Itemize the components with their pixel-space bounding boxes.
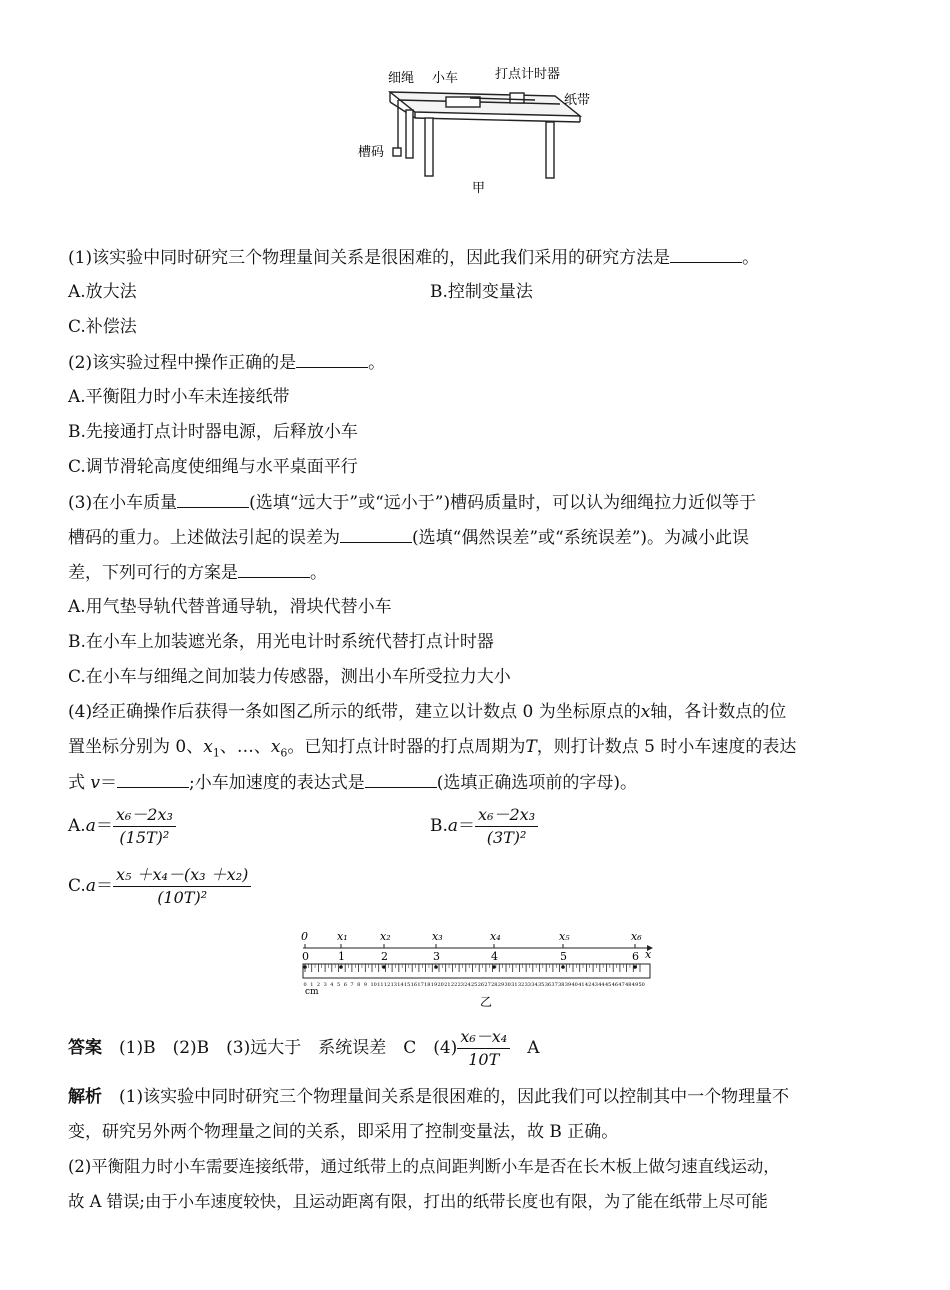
ruler-number: 10 xyxy=(370,982,377,988)
q3-blank-3 xyxy=(238,561,310,578)
ruler-number: 11 xyxy=(377,982,384,988)
count-point-label: x₆ xyxy=(631,930,642,943)
q1-stem: (1)该实验中同时研究三个物理量间关系是很困难的，因此我们采用的研究方法是 。 xyxy=(68,248,760,268)
q3-line-2: 槽码的重力。上述做法引起的误差为 (选填“偶然误差”或“系统误差”)。为减小此误 xyxy=(68,528,750,548)
q2-blank xyxy=(296,351,368,368)
q4-option-b: B.a＝ $\frac{\text{x₆－2x₃}}{\text{(3T)²}}$ xyxy=(430,804,538,848)
ruler-number: 42 xyxy=(584,982,592,988)
ruler-number: 7 xyxy=(350,982,354,988)
ruler-number: 38 xyxy=(558,982,565,988)
ruler-number: 19 xyxy=(430,982,438,988)
count-point-label: x₃ xyxy=(432,930,443,943)
q1-blank xyxy=(670,246,742,263)
count-point-index: 3 xyxy=(433,950,440,963)
ruler-number: 31 xyxy=(511,982,518,988)
ruler-number: 4 xyxy=(330,982,334,988)
ruler-number: 27 xyxy=(484,982,491,988)
ruler-number: 36 xyxy=(544,982,552,988)
q2-option-a: A.平衡阻力时小车未连接纸带 xyxy=(68,387,290,407)
count-point-label: x₂ xyxy=(380,930,391,943)
answer-fraction: $\frac{\text{x₆－x₄}}{10T}$ xyxy=(457,1027,510,1070)
q4-option-c-fraction: $\frac{\text{x₅ ＋x₄－(x₃ ＋x₂)}}{\text{(10T)²}}$ xyxy=(113,865,251,908)
ruler-number: 23 xyxy=(457,982,464,988)
q3-line-3: 差，下列可行的方案是 。 xyxy=(68,563,327,583)
tape-dot xyxy=(633,965,637,969)
q4-blank-2 xyxy=(365,771,437,788)
ruler-number: 21 xyxy=(444,982,451,988)
ruler-number: 35 xyxy=(538,982,545,988)
q4-option-c: C.a＝ $\frac{\text{x₅ ＋x₄－(x₃ ＋x₂)}}{\text{(10T)²}}$ xyxy=(68,864,251,908)
count-point-index: 6 xyxy=(632,950,639,963)
ruler-number: 8 xyxy=(357,982,361,988)
ruler-number: 14 xyxy=(397,982,404,988)
count-point-index: 5 xyxy=(560,950,567,963)
q4-blank-1 xyxy=(117,771,189,788)
ruler-number: 24 xyxy=(464,982,471,988)
tape-dot xyxy=(434,965,438,969)
q4-option-a: A.a＝ $\frac{\text{x₆－2x₃}}{\text{(15T)²}}$ xyxy=(68,804,176,848)
ruler-number: 18 xyxy=(424,982,431,988)
analysis-line-4: 故 A 错误;由于小车速度较快，且运动距离有限，打出的纸带长度也有限，为了能在纸带上尽可能 xyxy=(68,1192,768,1211)
label-timer: 打点计时器 xyxy=(495,67,561,82)
q1-option-b: B.控制变量法 xyxy=(430,282,533,302)
tape-dot xyxy=(339,965,343,969)
count-point-index: 2 xyxy=(381,950,388,963)
ruler-number: 22 xyxy=(450,982,458,988)
ruler-number: 12 xyxy=(383,982,391,988)
ruler-number: 9 xyxy=(363,982,367,988)
ruler-number: 30 xyxy=(504,982,511,988)
count-point-label: x₅ xyxy=(559,930,570,943)
table-drawing xyxy=(390,92,580,178)
figure-yi xyxy=(295,928,660,1008)
axis-variable: x xyxy=(645,948,652,961)
answer-line: 答案 (1)B (2)B (3)远大于 系统误差 C (4) $\frac{\text{x₆－x₄}}{10T}$ A xyxy=(68,1027,540,1069)
caption-jia: 甲 xyxy=(472,181,486,196)
count-point-index: 1 xyxy=(338,950,345,963)
ruler-number: 29 xyxy=(497,982,505,988)
ruler-number: 37 xyxy=(551,982,558,988)
ruler-number: 41 xyxy=(578,982,585,988)
q3-option-b: B.在小车上加装遮光条，用光电计时系统代替打点计时器 xyxy=(68,632,494,652)
analysis-label: 解析 xyxy=(68,1087,102,1107)
ruler-number: 26 xyxy=(477,982,485,988)
q3-option-c: C.在小车与细绳之间加装力传感器，测出小车所受拉力大小 xyxy=(68,667,511,687)
count-point-label: x₄ xyxy=(490,930,501,943)
ruler-number: 25 xyxy=(471,982,478,988)
ruler-number: 20 xyxy=(437,982,444,988)
ruler-number: 15 xyxy=(404,982,411,988)
ruler-number: 1 xyxy=(310,982,314,988)
ruler-number: 6 xyxy=(343,982,347,988)
ruler-number: 28 xyxy=(491,982,498,988)
ruler-number: 0 xyxy=(303,982,307,988)
ruler-number: 3 xyxy=(323,982,327,988)
ruler-number: 13 xyxy=(390,982,397,988)
q1-option-c: C.补偿法 xyxy=(68,317,137,337)
count-point-label: 0 xyxy=(301,930,308,943)
q2-option-b: B.先接通打点计时器电源，后释放小车 xyxy=(68,422,358,442)
q4-option-b-fraction: $\frac{\text{x₆－2x₃}}{\text{(3T)²}}$ xyxy=(475,805,538,848)
ruler-number: 44 xyxy=(598,982,605,988)
ruler-number: 45 xyxy=(605,982,612,988)
ruler-number: 46 xyxy=(611,982,619,988)
ruler-unit: cm xyxy=(305,987,319,997)
ruler-number: 40 xyxy=(571,982,578,988)
q3-blank-2 xyxy=(340,526,412,543)
q2-option-c: C.调节滑轮高度使细绳与水平桌面平行 xyxy=(68,457,358,477)
analysis-line-3: (2)平衡阻力时小车需要连接纸带，通过纸带上的点间距判断小车是否在长木板上做匀速直线运动， xyxy=(68,1157,780,1176)
answer-label: 答案 xyxy=(68,1038,102,1058)
q4-line-3: 式 v＝ ;小车加速度的表达式是 (选填正确选项前的字母)。 xyxy=(68,773,638,793)
q4-option-a-fraction: $\frac{\text{x₆－2x₃}}{\text{(15T)²}}$ xyxy=(113,805,176,848)
q3-line-1: (3)在小车质量 (选填“远大于”或“远小于”)槽码质量时，可以认为细绳拉力近似等于 xyxy=(68,493,757,513)
figure-jia xyxy=(350,60,610,200)
label-tape: 纸带 xyxy=(564,93,591,108)
analysis-line-2: 变，研究另外两个物理量之间的关系，即采用了控制变量法，故 B 正确。 xyxy=(68,1122,619,1142)
ruler-number: 50 xyxy=(638,982,645,988)
label-rope: 细绳 xyxy=(388,71,415,86)
ruler-number: 16 xyxy=(410,982,418,988)
ruler-number: 32 xyxy=(517,982,525,988)
ruler-number: 49 xyxy=(631,982,639,988)
analysis-line-1: 解析 (1)该实验中同时研究三个物理量间关系是很困难的，因此我们可以控制其中一个物理量不 xyxy=(68,1087,790,1107)
q4-line-2: 置坐标分别为 0、$x_1$、…、$x_6$。已知打点计时器的打点周期为T，则打计数点 5 时小车速度的表达 xyxy=(68,737,797,760)
ruler-number: 5 xyxy=(337,982,341,988)
q4-line-1: (4)经正确操作后获得一条如图乙所示的纸带，建立以计数点 0 为坐标原点的x轴，各计数点的位 xyxy=(68,702,787,722)
ruler-number: 2 xyxy=(316,982,321,988)
label-cart: 小车 xyxy=(432,71,459,86)
ruler-number: 39 xyxy=(564,982,572,988)
ruler-number: 48 xyxy=(625,982,632,988)
ruler-number: 33 xyxy=(524,982,531,988)
ruler-number: 17 xyxy=(417,982,424,988)
caption-yi: 乙 xyxy=(480,995,493,1008)
count-point-label: x₁ xyxy=(337,930,348,943)
q3-option-a: A.用气垫导轨代替普通导轨，滑块代替小车 xyxy=(68,597,392,617)
q1-option-a: A.放大法 xyxy=(68,282,137,302)
q3-blank-1 xyxy=(177,491,249,508)
q2-stem: (2)该实验过程中操作正确的是 。 xyxy=(68,353,386,373)
count-point-index: 0 xyxy=(302,950,309,963)
ruler-number: 47 xyxy=(618,982,625,988)
ruler-number: 34 xyxy=(531,982,538,988)
count-point-index: 4 xyxy=(491,950,498,963)
label-weight: 槽码 xyxy=(358,145,385,160)
ruler-number: 43 xyxy=(591,982,598,988)
